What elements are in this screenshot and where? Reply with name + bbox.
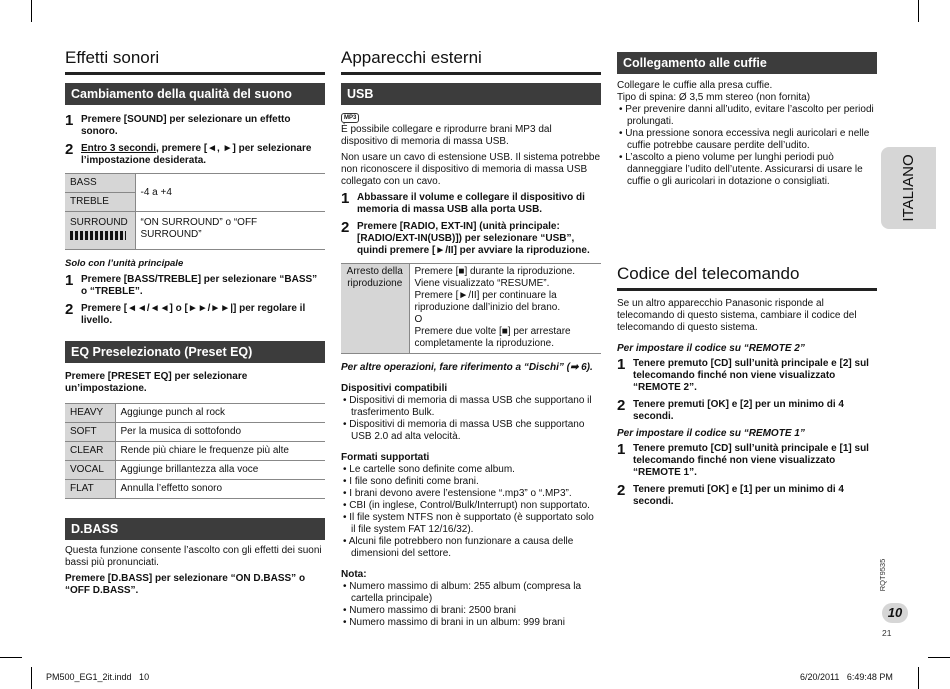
list-item: • Il file system NTFS non è supportato (è supportato solo il file system FAT 12/16/32).: [343, 512, 594, 535]
stop-line: O: [414, 314, 423, 325]
step-text: Premere [RADIO, EXT-IN] (unità principale: [RADIO/EXT-IN(USB)]) per selezionare “USB”, quindi premere [►/II] per avviare la riproduzione.: [357, 221, 590, 256]
note-main-unit: Solo con l’unità principale: [65, 258, 184, 269]
other-operations: Per altre operazioni, fare riferimento a “Dischi” (➡ 6).: [341, 362, 593, 373]
step-text: Tenere premuti [OK] e [2] per un minimo di 4 secondi.: [633, 399, 844, 422]
crop-mark: [918, 667, 919, 689]
remote-subheading: Per impostare il codice su “REMOTE 1”: [617, 428, 805, 439]
step-number: 1: [617, 441, 626, 458]
list-item: • Numero massimo di brani: 2500 brani: [343, 605, 517, 616]
stop-label: Arresto della riproduzione: [341, 264, 409, 354]
step: [341, 192, 601, 216]
list-item: • Numero massimo di album: 255 album (compresa la cartella principale): [343, 581, 582, 604]
crop-mark: [31, 0, 32, 22]
surround-display-icon: [70, 231, 126, 240]
list-item: • Per prevenire danni all’udito, evitare l’ascolto per periodi prolungati.: [619, 104, 874, 127]
step: [617, 358, 877, 394]
eq-value: Aggiunge brillantezza alla voce: [115, 461, 325, 480]
footer-date: 6/20/2011 6:49:48 PM: [800, 672, 893, 682]
eq-value: Per la musica di sottofondo: [115, 423, 325, 442]
step: [617, 399, 877, 423]
sound-table: [65, 173, 325, 250]
document-code: RQT9535: [878, 558, 887, 592]
surround-label: SURROUND: [70, 217, 128, 228]
list-item: • Dispositivi di memoria di massa USB che supportano USB 2.0 ad alta velocità.: [343, 419, 585, 442]
language-tab: [881, 147, 936, 229]
step: [65, 274, 325, 298]
eq-value: Rende più chiare le frequenze più alte: [115, 442, 325, 461]
list-item: • Le cartelle sono definite come album.: [343, 464, 515, 475]
dbass-instruction: Premere [D.BASS] per selezionare “ON D.BASS” o “OFF D.BASS”.: [65, 573, 306, 596]
headphones-text: Tipo di spina: Ø 3,5 mm stereo (non fornita): [617, 92, 811, 103]
stop-line: Premere [■] durante la riproduzione.: [414, 266, 576, 277]
crop-mark: [31, 667, 32, 689]
section-title: Apparecchi esterni: [341, 48, 482, 67]
step-text: Premere [SOUND] per selezionare un effetto sonoro.: [81, 114, 291, 137]
eq-label: SOFT: [65, 423, 115, 442]
step-number: 2: [617, 482, 626, 499]
step-text: Premere [BASS/TREBLE] per selezionare “BASS” o “TREBLE”.: [81, 274, 318, 297]
formats-title: Formati supportati: [341, 452, 430, 463]
list-item: • I file sono definiti come brani.: [343, 476, 479, 487]
column-sound-effects: [65, 48, 325, 597]
page-badge: [882, 603, 908, 623]
eq-value: Annulla l’effetto sonoro: [115, 480, 325, 499]
list-item: • L’ascolto a pieno volume per lunghi periodi può danneggiare l’udito dell’utente. Assicurarsi di usare le cuffie o gli auricolari in dotazione o consigliati.: [619, 152, 863, 187]
step-text-rest: , premere [◄, ►] per selezionare l’impostazione desiderata.: [81, 143, 312, 166]
step-text: Tenere premuti [OK] e [1] per un minimo di 4 secondi.: [633, 484, 844, 507]
eq-intro: Premere [PRESET EQ] per selezionare un’impostazione.: [65, 371, 248, 394]
table-value: “ON SURROUND” o “OFF SURROUND”: [135, 212, 325, 250]
step-number: 2: [65, 301, 74, 318]
stop-content: [409, 264, 601, 354]
remote-text: Se un altro apparecchio Panasonic risponde al telecomando di questo sistema, cambiare il codice del telecomando di questo sistema.: [617, 298, 857, 333]
eq-label: FLAT: [65, 480, 115, 499]
section-bar: D.BASS: [65, 518, 325, 540]
step-number: 1: [341, 190, 350, 207]
underlined-text: Entro 3 secondi: [81, 143, 157, 154]
section-title: Codice del telecomando: [617, 264, 800, 283]
eq-label: CLEAR: [65, 442, 115, 461]
step-number: 1: [617, 356, 626, 373]
table-value: -4 a +4: [135, 174, 325, 212]
section-bar: Cambiamento della qualità del suono: [65, 83, 325, 105]
list-item: • Alcuni file potrebbero non funzionare a causa delle dimensioni del settore.: [343, 536, 574, 559]
table-label: [65, 212, 135, 250]
title-rule: [65, 72, 325, 75]
mp3-badge: MP3: [341, 113, 359, 123]
stop-line: Premere due volte [■] per arrestare completamente la riproduzione.: [414, 326, 571, 349]
step-text: [81, 143, 325, 167]
step-number: 2: [617, 397, 626, 414]
step-number: 1: [65, 272, 74, 289]
step-number: 1: [65, 112, 74, 129]
note-title: Nota:: [341, 569, 367, 580]
page-number: 21: [882, 628, 892, 638]
step-number: 2: [65, 141, 74, 158]
step-text: Premere [◄◄/◄◄] o [►►/►►|] per regolare il livello.: [81, 303, 306, 326]
usb-paragraph: Non usare un cavo di estensione USB. Il sistema potrebbe non riconoscere il dispositivo di memoria di massa USB collegato con un cavo.: [341, 152, 601, 187]
crop-mark: [0, 657, 22, 658]
stop-table: [341, 263, 601, 354]
section-bar: EQ Preselezionato (Preset EQ): [65, 341, 325, 363]
section-title: Effetti sonori: [65, 48, 160, 67]
step: [617, 443, 877, 479]
step-text: Tenere premuto [CD] sull’unità principale e [2] sul telecomando finché non viene visualizzato “REMOTE 2”.: [633, 358, 869, 393]
footer-file: PM500_EG1_2it.indd 10: [46, 672, 150, 682]
dbass-text: Questa funzione consente l’ascolto con gli effetti dei suoni bassi più pronunciati.: [65, 545, 322, 568]
list-item: • Dispositivi di memoria di massa USB che supportano il trasferimento Bulk.: [343, 395, 592, 418]
step: [617, 484, 877, 508]
table-label: BASS: [65, 174, 135, 193]
title-rule: [617, 288, 877, 291]
compat-title: Dispositivi compatibili: [341, 383, 448, 394]
table-label: TREBLE: [65, 193, 135, 212]
step: [341, 221, 601, 257]
step-number: 2: [341, 219, 350, 236]
list-item: • I brani devono avere l’estensione “.mp3” o “.MP3”.: [343, 488, 572, 499]
eq-label: HEAVY: [65, 404, 115, 423]
column-headphones-remote: [617, 52, 877, 513]
eq-label: VOCAL: [65, 461, 115, 480]
title-rule: [341, 72, 601, 75]
list-item: • Una pressione sonora eccessiva negli auricolari e nelle cuffie potrebbe causare perdite dell’udito.: [619, 128, 870, 151]
list-item: • Numero massimo di brani in un album: 999 brani: [343, 617, 565, 628]
headphones-text: Collegare le cuffie alla presa cuffie.: [617, 80, 773, 91]
crop-mark: [928, 657, 950, 658]
page-badge-number: 10: [887, 605, 903, 620]
step: [65, 114, 325, 138]
section-bar: Collegamento alle cuffie: [617, 52, 877, 74]
eq-value: Aggiunge punch al rock: [115, 404, 325, 423]
crop-mark: [918, 0, 919, 22]
step-text: Tenere premuto [CD] sull’unità principale e [1] sul telecomando finché non viene visualizzato “REMOTE 1”.: [633, 443, 869, 478]
list-item: • CBI (in inglese, Control/Bulk/Interrupt) non supportato.: [343, 500, 590, 511]
step: [65, 143, 325, 167]
column-external-devices: [341, 48, 601, 629]
section-bar: USB: [341, 83, 601, 105]
eq-table: [65, 403, 325, 499]
step: [65, 303, 325, 327]
language-tab-label: ITALIANO: [899, 154, 917, 222]
stop-line: Viene visualizzato “RESUME”.: [414, 278, 550, 289]
remote-subheading: Per impostare il codice su “REMOTE 2”: [617, 343, 805, 354]
step-text: Abbassare il volume e collegare il dispositivo di memoria di massa USB alla porta USB.: [357, 192, 585, 215]
stop-line: Premere [►/II] per continuare la riproduzione dall’inizio del brano.: [414, 290, 561, 313]
usb-paragraph: È possibile collegare e riprodurre brani MP3 dal dispositivo di memoria di massa USB.: [341, 124, 552, 147]
